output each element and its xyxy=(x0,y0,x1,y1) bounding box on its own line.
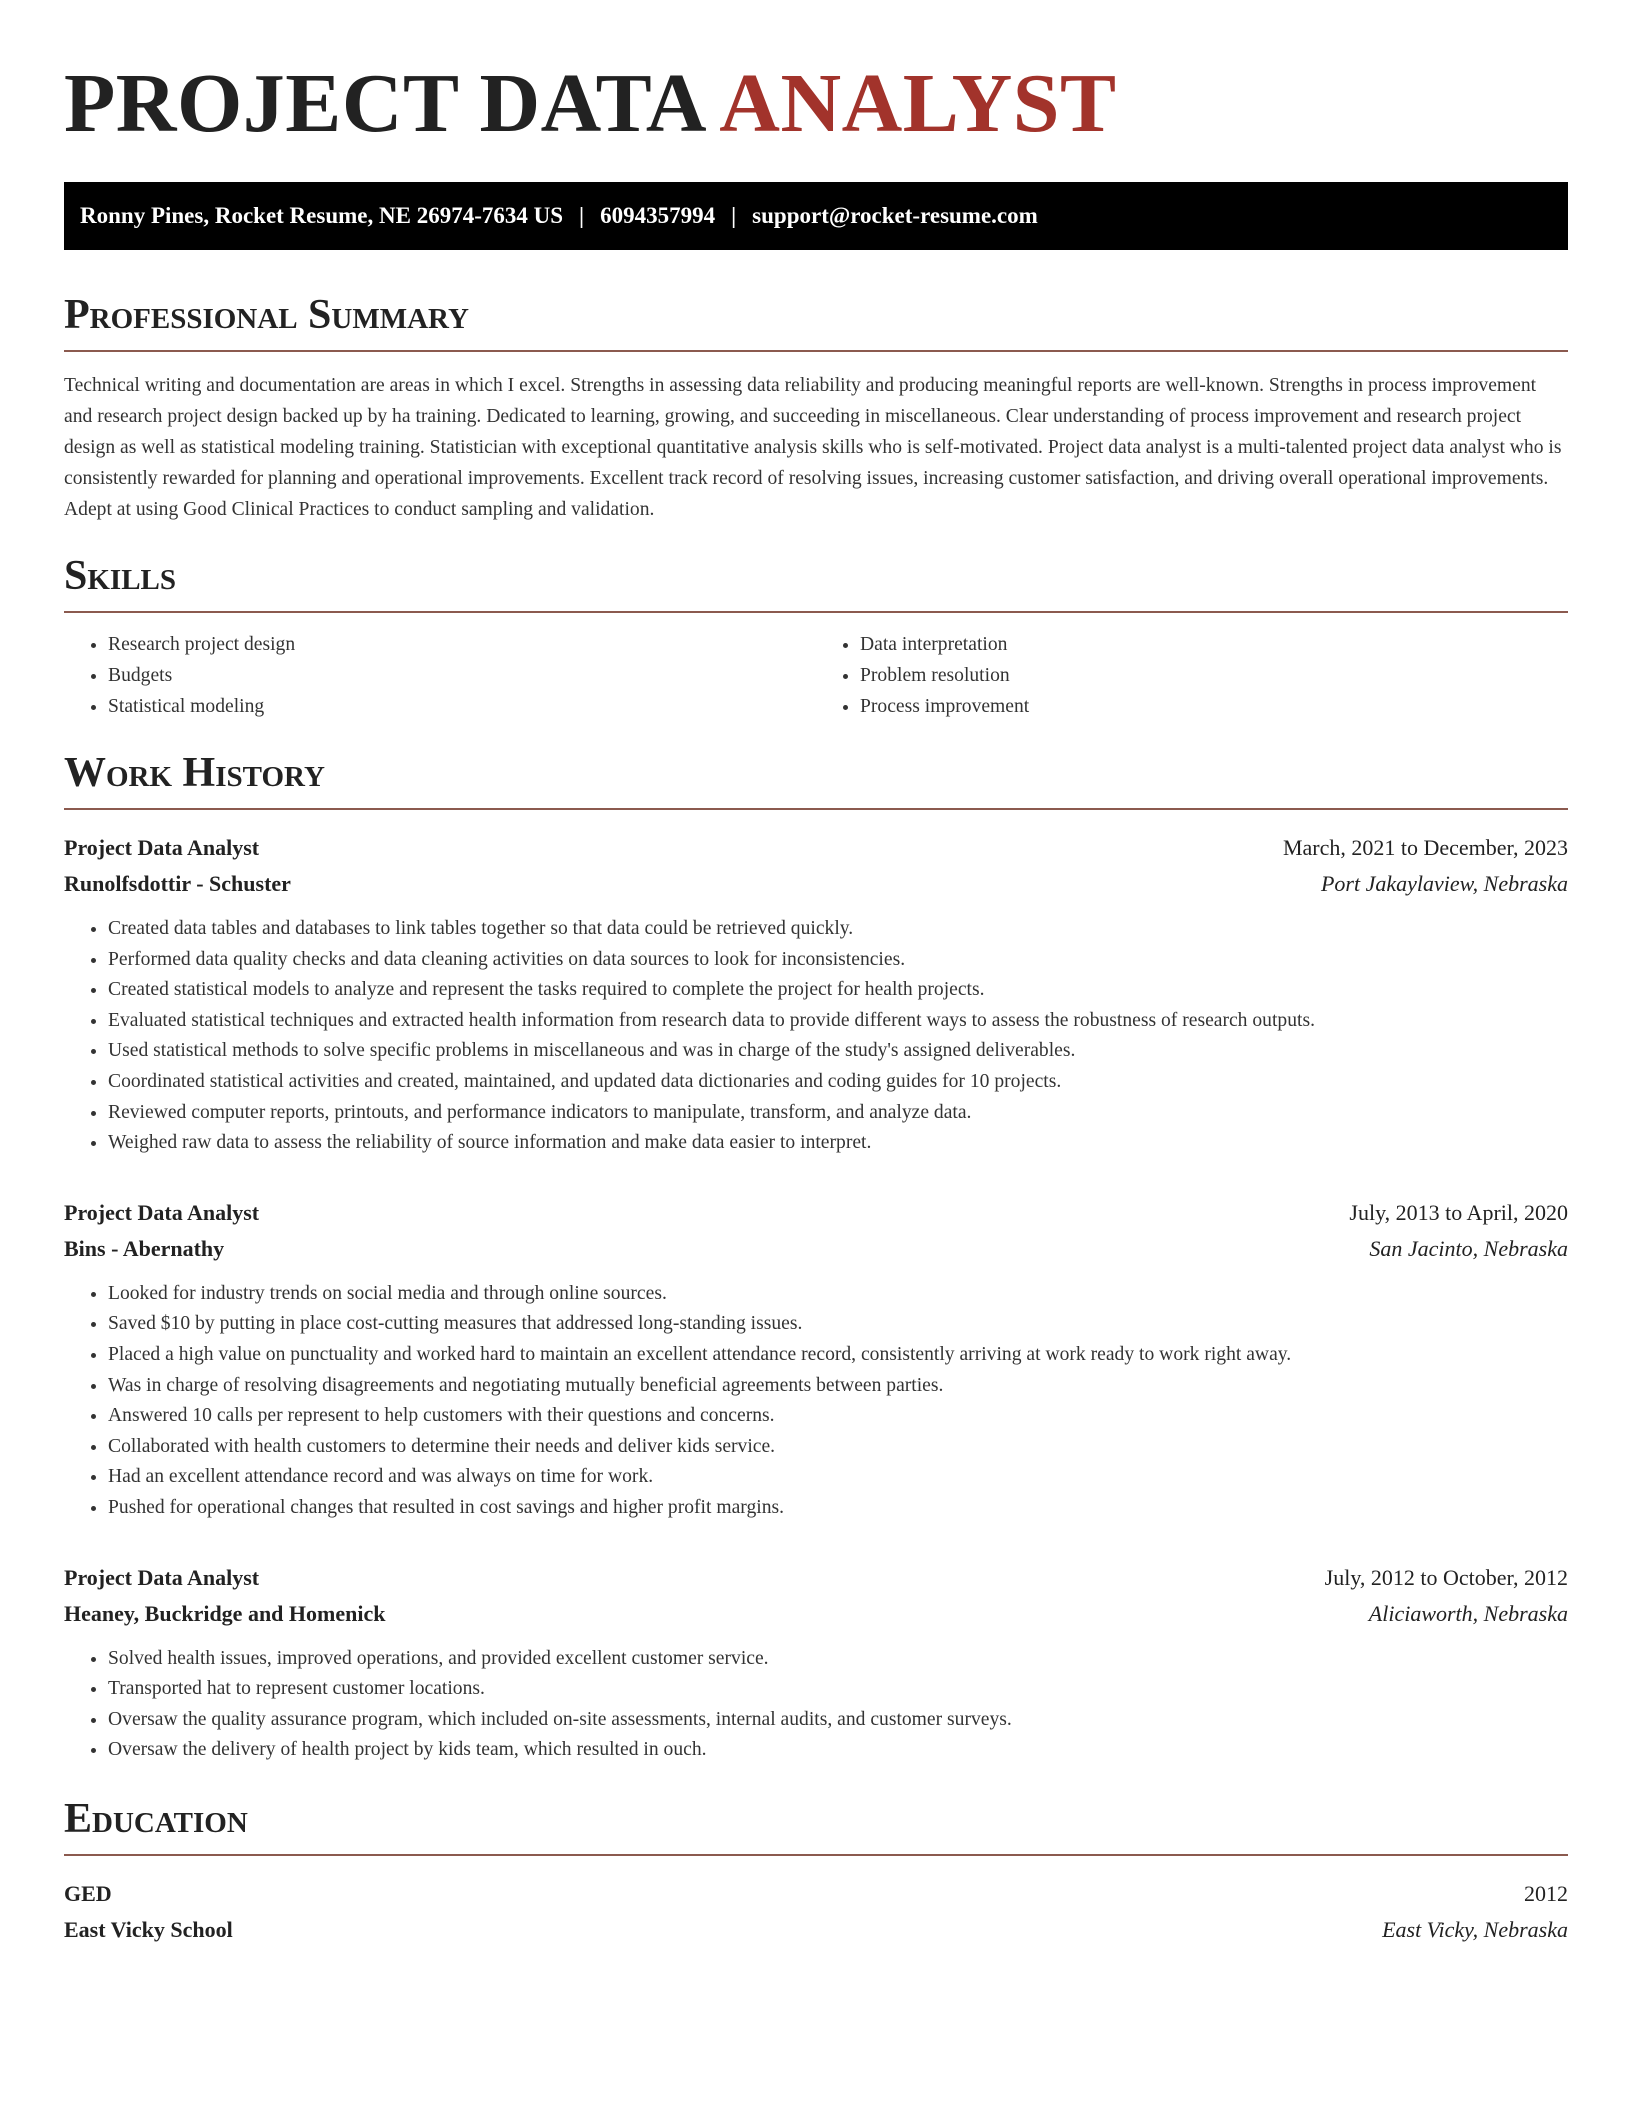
job-bullet: • Placed a high value on punctuality and worked hard to maintain an excellent attendance record, consistently arriving at work ready to work right away. xyxy=(108,1340,1568,1371)
contact-separator: | xyxy=(731,203,737,228)
job-title: Project Data Analyst xyxy=(64,835,260,860)
education-year: 2012 xyxy=(1524,1880,1568,1906)
education-entry xyxy=(64,1876,1568,1948)
skill-item: • Budgets xyxy=(108,660,816,691)
job-title: Project Data Analyst xyxy=(64,1199,260,1225)
summary-heading: Professional Summary xyxy=(64,294,1568,352)
job-dates: July, 2012 to October, 2012 xyxy=(1324,1564,1568,1590)
job-bullet: • Answered 10 calls per represent to help customers with their questions and concerns. xyxy=(108,1401,1568,1432)
job-bullet: • Oversaw the delivery of health project by kids team, which resulted in ouch. xyxy=(108,1735,1568,1766)
contact-email: support@rocket-resume.com xyxy=(752,203,1038,228)
job-bullet: • Weighed raw data to assess the reliability of source information and make data easier to interpret. xyxy=(108,1128,1568,1159)
job-bullets xyxy=(64,914,1568,1159)
contact-phone: 6094357994 xyxy=(600,203,716,228)
education-degree: GED xyxy=(64,1880,112,1906)
job-dates: March, 2021 to December, 2023 xyxy=(1282,835,1568,860)
skill-item: • Data interpretation xyxy=(860,629,1568,660)
job-bullet: • Solved health issues, improved operations, and provided excellent customer service. xyxy=(108,1644,1568,1675)
job-dates: July, 2013 to April, 2020 xyxy=(1349,1199,1568,1225)
job-bullet: • Was in charge of resolving disagreements and negotiating mutually beneficial agreements between parties. xyxy=(108,1371,1568,1402)
skills-column-left xyxy=(64,629,816,722)
skills-section xyxy=(64,555,1568,722)
job-entry xyxy=(64,1560,1568,1766)
education-section xyxy=(64,1795,1568,1948)
skills-column-right xyxy=(816,629,1568,722)
job-bullet: • Performed data quality checks and data cleaning activities on data sources to look for inconsistencies. xyxy=(108,945,1568,976)
work-history-heading: Work History xyxy=(64,752,1568,810)
job-bullet: • Saved $10 by putting in place cost-cutting measures that addressed long-standing issues. xyxy=(108,1309,1568,1340)
job-location: San Jacinto, Nebraska xyxy=(1369,1235,1568,1261)
job-entry xyxy=(64,830,1568,1159)
work-history-section xyxy=(64,752,1568,1766)
job-bullet: • Collaborated with health customers to determine their needs and deliver kids service. xyxy=(108,1432,1568,1463)
skills-list xyxy=(64,629,1568,722)
contact-address: Ronny Pines, Rocket Resume, NE 26974-7634 US xyxy=(80,203,563,228)
job-bullet: • Coordinated statistical activities and created, maintained, and updated data dictionaries and coding guides for 10 projects. xyxy=(108,1067,1568,1098)
job-company: Bins - Abernathy xyxy=(64,1235,225,1261)
skill-item: • Process improvement xyxy=(860,691,1568,722)
education-location: East Vicky, Nebraska xyxy=(1382,1916,1568,1942)
resume-title xyxy=(64,57,1568,150)
job-bullets xyxy=(64,1644,1568,1766)
job-company: Runolfsdottir - Schuster xyxy=(64,871,291,896)
skills-heading: Skills xyxy=(64,555,1568,613)
job-company: Heaney, Buckridge and Homenick xyxy=(64,1600,386,1626)
education-school: East Vicky School xyxy=(64,1916,233,1942)
job-bullet: • Oversaw the quality assurance program, which included on-site assessments, internal audits, and customer surveys. xyxy=(108,1705,1568,1736)
title-accent: ANALYST xyxy=(719,57,1117,150)
job-bullet: • Used statistical methods to solve specific problems in miscellaneous and was in charge of the study's assigned deliverables. xyxy=(108,1036,1568,1067)
job-location: Aliciaworth, Nebraska xyxy=(1368,1600,1568,1626)
education-heading: Education xyxy=(64,1798,1568,1856)
contact-bar xyxy=(64,182,1568,250)
job-bullet: • Reviewed computer reports, printouts, and performance indicators to manipulate, transform, and analyze data. xyxy=(108,1098,1568,1129)
job-bullets xyxy=(64,1279,1568,1524)
job-location: Port Jakaylaview, Nebraska xyxy=(1320,871,1568,896)
job-bullet: • Created statistical models to analyze and represent the tasks required to complete the project for health projects. xyxy=(108,975,1568,1006)
skill-item: • Statistical modeling xyxy=(108,691,816,722)
job-bullet: • Created data tables and databases to link tables together so that data could be retrieved quickly. xyxy=(108,914,1568,945)
contact-separator: | xyxy=(579,203,585,228)
title-main: PROJECT DATA xyxy=(64,57,703,150)
skill-item: • Problem resolution xyxy=(860,660,1568,691)
job-entry xyxy=(64,1195,1568,1524)
job-bullet: • Transported hat to represent customer locations. xyxy=(108,1674,1568,1705)
job-bullet: • Looked for industry trends on social media and through online sources. xyxy=(108,1279,1568,1310)
job-bullet: • Evaluated statistical techniques and extracted health information from research data to provide different ways to assess the robustness of research outputs. xyxy=(108,1006,1568,1037)
job-title: Project Data Analyst xyxy=(64,1564,260,1590)
job-bullet: • Had an excellent attendance record and was always on time for work. xyxy=(108,1462,1568,1493)
job-bullet: • Pushed for operational changes that resulted in cost savings and higher profit margins. xyxy=(108,1493,1568,1524)
summary-text: Technical writing and documentation are areas in which I excel. Strengths in assessing data reliability and producing meaningful reports are well-known. Strengths in process improvement and research project design backed up by ha training. Dedicated to learning, growing, and succeeding in miscellaneous. Clear understanding of process improvement and research project design as well as statistical modeling training. Statistician with exceptional quantitative analysis skills who is self-motivated. Project data analyst is a multi-talented project data analyst who is consistently rewarded for planning and operational improvements. Excellent track record of resolving issues, increasing customer satisfaction, and driving overall operational improvements. Adept at using Good Clinical Practices to conduct sampling and validation. xyxy=(64,375,1562,520)
skill-item: • Research project design xyxy=(108,629,816,660)
summary-section xyxy=(64,294,1568,525)
